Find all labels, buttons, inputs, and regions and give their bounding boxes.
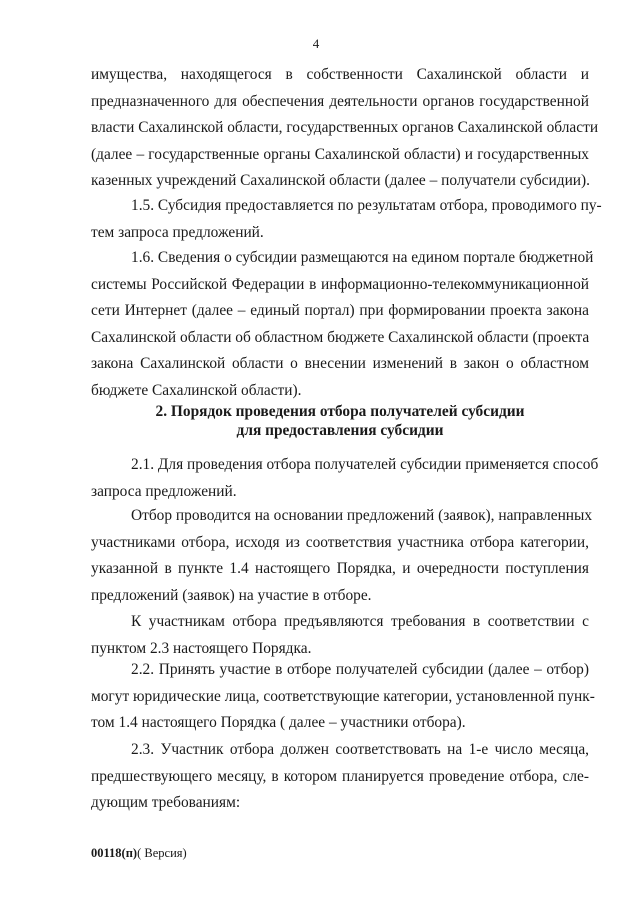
text-line: могут юридические лица, соответствующие категории, установленной пунк-	[91, 687, 595, 705]
paragraph-selection-basis	[91, 503, 593, 609]
text-line: бюджете Сахалинской области).	[91, 381, 302, 399]
text-line: сети Интернет (далее – единый портал) при формировании проекта закона	[91, 302, 589, 319]
paragraph-1-5	[91, 193, 602, 246]
text-line: Отбор проводится на основании предложений (заявок), направленных	[131, 507, 593, 524]
paragraph-1-6	[91, 245, 594, 404]
text-line: предложений (заявок) на участие в отборе.	[91, 586, 372, 604]
paragraph-participant-requirements	[91, 609, 589, 662]
text-line: казенных учреждений Сахалинской области (далее – получатели субсидии).	[91, 172, 591, 189]
text-line: (далее – государственные органы Сахалинской области) и государственных	[91, 145, 589, 163]
paragraph-2-1	[91, 452, 599, 505]
text-line: предшествующего месяцу, в котором планируется проведение отбора, сле-	[91, 767, 589, 785]
text-line: 1.6. Сведения о субсидии размещаются на едином портале бюджетной	[131, 249, 594, 266]
section-heading-line-2: для предоставления субсидии	[236, 422, 444, 439]
text-line: тем запроса предложений.	[91, 223, 264, 241]
document-code: 00118(п)	[91, 846, 138, 860]
text-line: власти Сахалинской области, государственных органов Сахалинской области	[91, 119, 599, 136]
text-line: 2.2. Принять участие в отборе получателей субсидии (далее – отбор)	[131, 661, 589, 678]
paragraph-2-2	[91, 657, 595, 737]
section-heading-line-1: 2. Порядок проведения отбора получателей субсидии	[155, 403, 525, 420]
paragraph-property-subsidy-recipients	[91, 62, 599, 195]
text-line: запроса предложений.	[91, 482, 237, 500]
text-line: указанной в пункте 1.4 настоящего Порядка, и очередности поступления	[91, 560, 589, 577]
text-line: К участникам отбора предъявляются требования в соответствии с	[131, 613, 589, 630]
text-line: Сахалинской области об областном бюджете Сахалинской области (проекта	[91, 328, 590, 346]
text-line: системы Российской Федерации в информационно-телекоммуникационной	[91, 275, 589, 293]
document-footer	[91, 846, 187, 861]
page-number: 4	[312, 36, 320, 51]
text-line: 1.5. Субсидия предоставляется по результатам отбора, проводимого пу-	[131, 197, 602, 214]
text-line: закона Сахалинской области о внесении изменений в закон о областном	[91, 355, 589, 372]
text-line: дующим требованиям:	[91, 794, 241, 811]
text-line: предназначенного для обеспечения деятельности органов государственной	[91, 92, 589, 110]
text-line: 2.3. Участник отбора должен соответствовать на 1-е число месяца,	[131, 741, 589, 758]
paragraph-2-3	[91, 737, 589, 817]
text-line: участниками отбора, исходя из соответствия участника отбора категории,	[91, 533, 589, 551]
text-line: том 1.4 настоящего Порядка ( далее – участники отбора).	[91, 714, 466, 731]
text-line: имущества, находящегося в собственности Сахалинской области и	[91, 66, 589, 83]
document-version: ( Версия)	[137, 846, 187, 860]
text-line: 2.1. Для проведения отбора получателей субсидии применяется способ	[131, 456, 599, 473]
text-line: пунктом 2.3 настоящего Порядка.	[91, 639, 312, 657]
